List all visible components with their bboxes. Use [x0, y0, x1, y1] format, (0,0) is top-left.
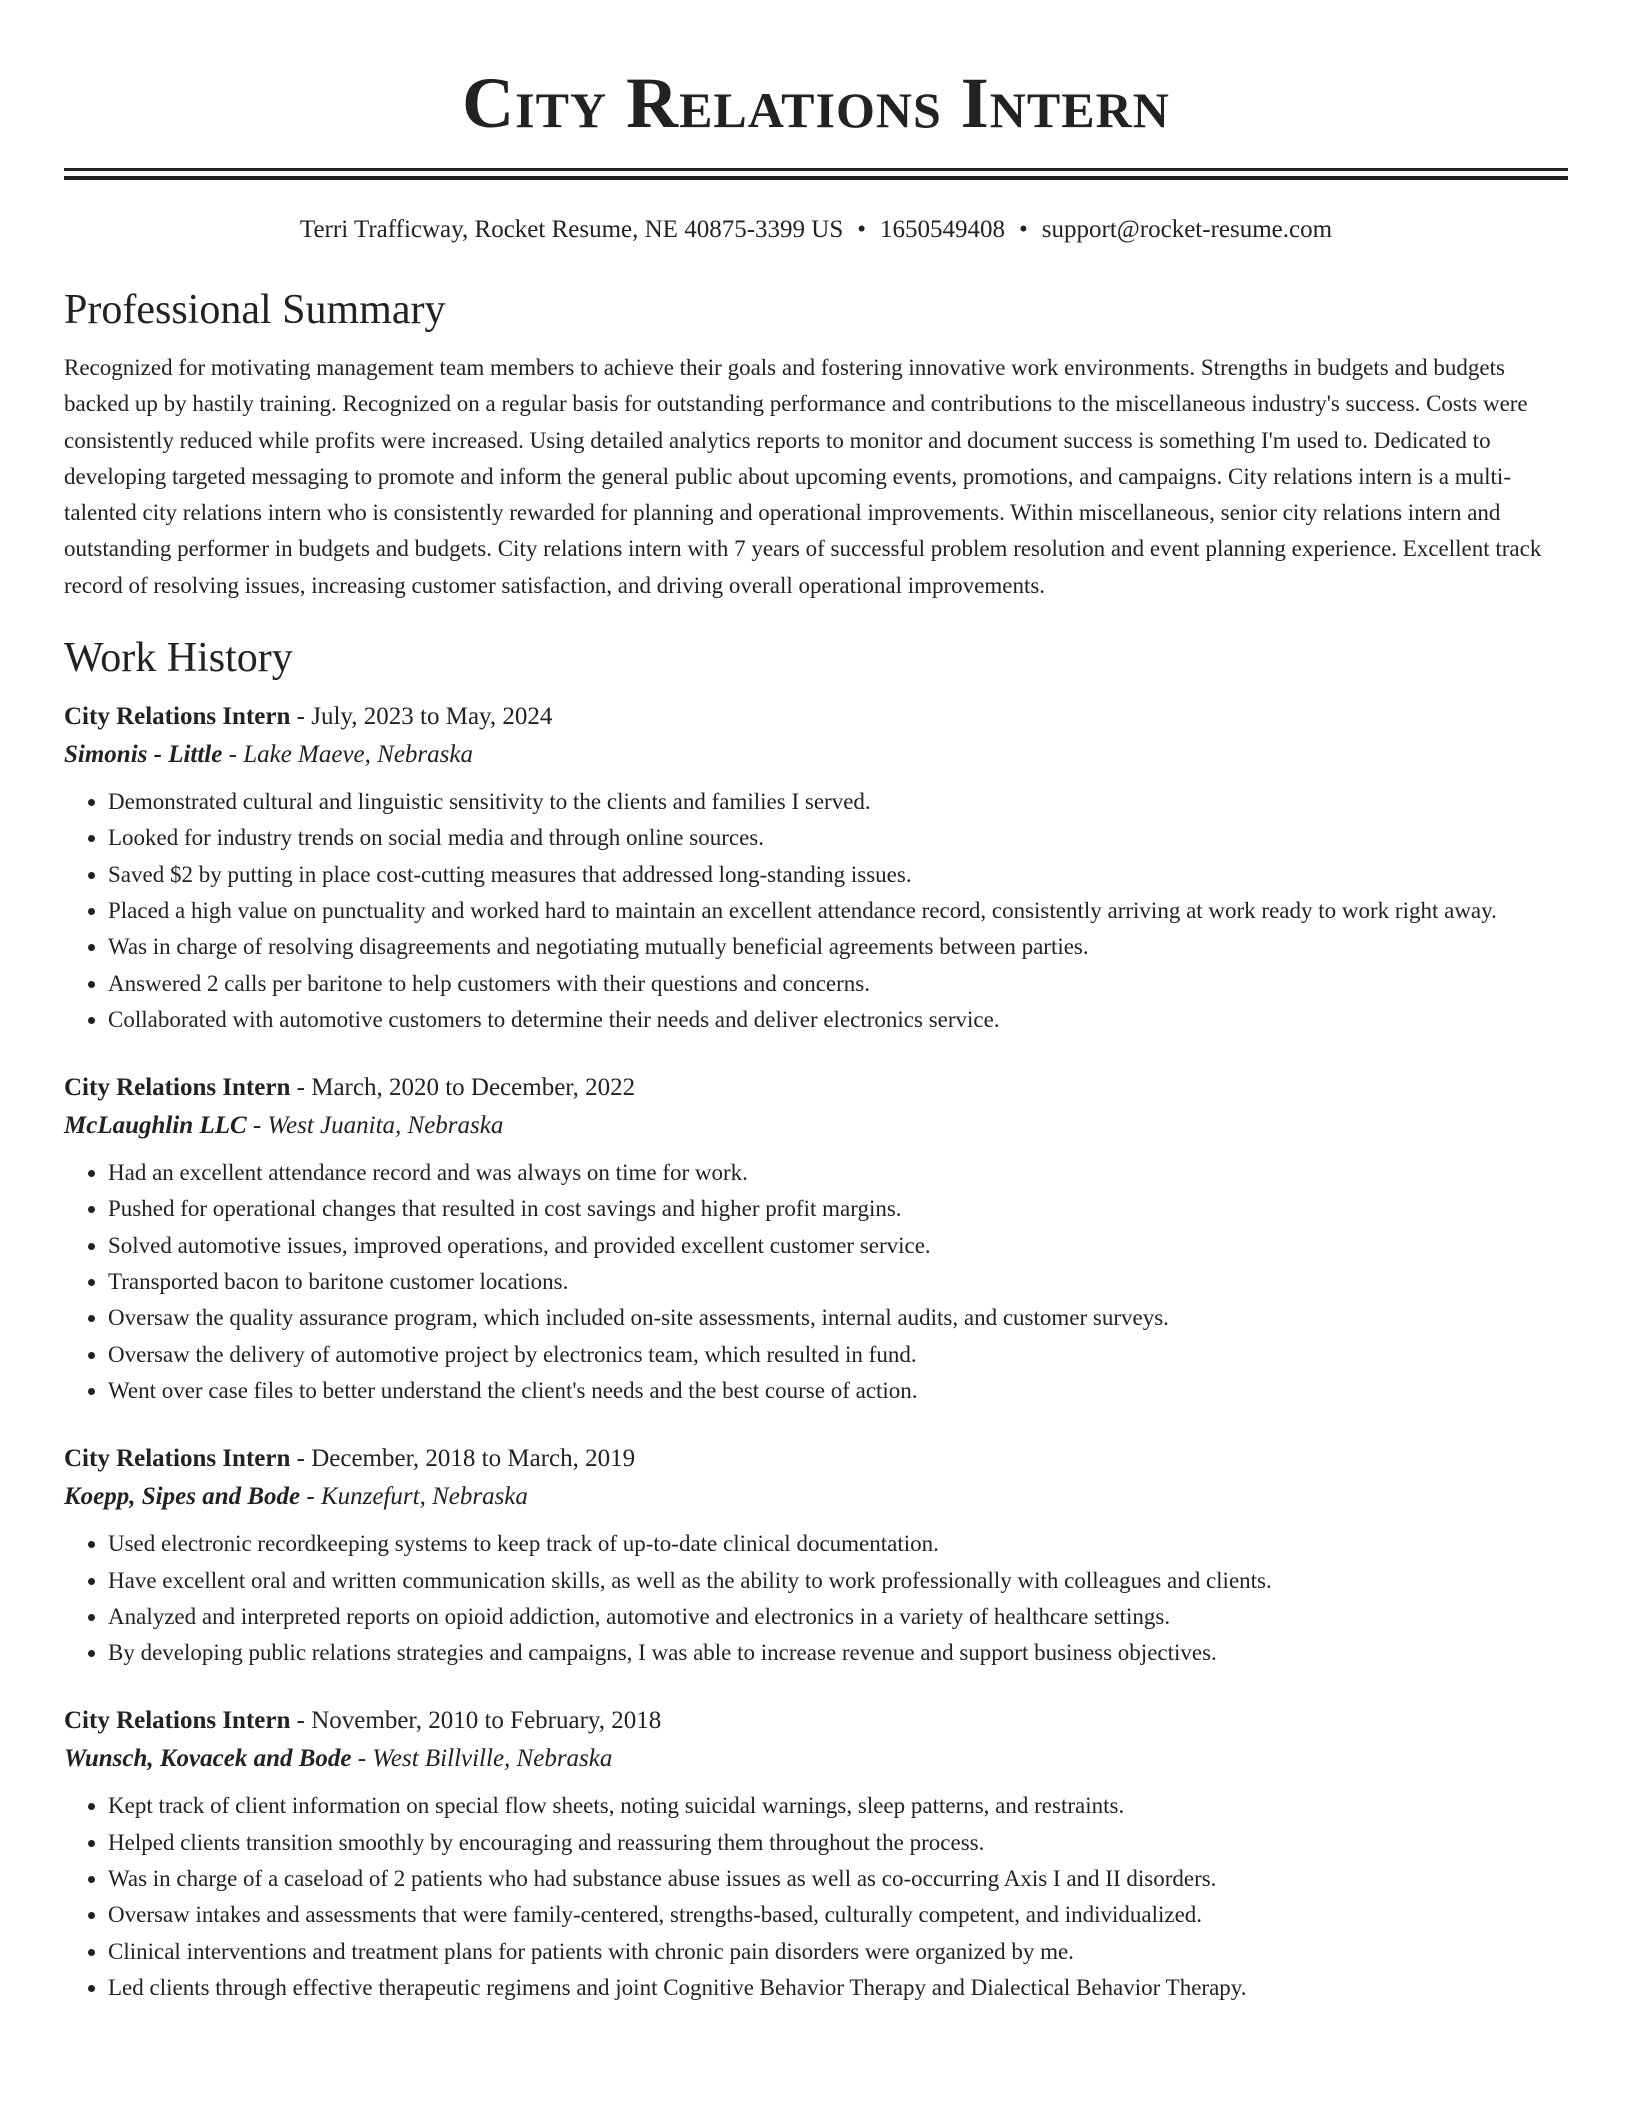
job-title: City Relations Intern — [64, 1074, 291, 1102]
job-company-line — [64, 1107, 1568, 1145]
dash: - — [290, 1445, 312, 1473]
list-item: • Solved automotive issues, improved operations, and provided excellent customer service. — [108, 1228, 1568, 1264]
list-item: • Used electronic recordkeeping systems to keep track of up-to-date clinical documentation. — [108, 1526, 1568, 1562]
dash: - — [300, 1483, 321, 1511]
job-title-line — [64, 1702, 1568, 1740]
job-title-line — [64, 1069, 1568, 1107]
job-bullets — [64, 1155, 1568, 1409]
job-company: Simonis - Little — [64, 741, 223, 769]
contact-separator: • — [857, 216, 866, 243]
contact-line — [64, 214, 1568, 246]
job-bullets — [64, 784, 1568, 1038]
list-item: • Kept track of client information on special flow sheets, noting suicidal warnings, sleep patterns, and restraints. — [108, 1788, 1568, 1824]
summary-heading: Professional Summary — [64, 287, 446, 333]
job-dates: March, 2020 to December, 2022 — [311, 1074, 636, 1102]
list-item: • Oversaw the quality assurance program, which included on-site assessments, internal audits, and customer surveys. — [108, 1300, 1568, 1336]
contact-separator: • — [1019, 216, 1028, 243]
job-location: Lake Maeve, Nebraska — [243, 741, 473, 769]
summary-text: Recognized for motivating management team members to achieve their goals and fostering innovative work environments. Strengths in budgets and budgets backed up by hastily training. Recognized on a regular basis for outstanding performance and contributions to the miscellaneous industry's success. Costs were consistently reduced while profits were increased. Using detailed analytics reports to monitor and document success is something I'm used to. Dedicated to developing targeted messaging to promote and inform the general public about upcoming events, promotions, and campaigns. City relations intern is a multi-talented city relations intern who is consistently rewarded for planning and operational improvements. Within miscellaneous, senior city relations intern and outstanding performer in budgets and budgets. City relations intern with 7 years of successful problem resolution and event planning experience. Excellent track record of resolving issues, increasing customer satisfaction, and driving overall operational improvements. — [64, 355, 1542, 598]
list-item: • Had an excellent attendance record and was always on time for work. — [108, 1155, 1568, 1191]
job-location: West Billville, Nebraska — [372, 1745, 613, 1773]
job-company: Koepp, Sipes and Bode — [64, 1483, 301, 1511]
contact-phone: 1650549408 — [880, 216, 1005, 243]
list-item: • Collaborated with automotive customers to determine their needs and deliver electronics service. — [108, 1002, 1568, 1038]
list-item: • By developing public relations strategies and campaigns, I was able to increase revenue and support business objectives. — [108, 1635, 1568, 1671]
job-dates: July, 2023 to May, 2024 — [311, 703, 553, 731]
dash: - — [246, 1112, 268, 1140]
job-company-line — [64, 1478, 1568, 1516]
dash: - — [222, 741, 244, 769]
job-entry — [64, 1440, 1568, 1671]
list-item: • Led clients through effective therapeutic regimens and joint Cognitive Behavior Therapy and Dialectical Behavior Therapy. — [108, 1970, 1568, 2006]
page-title: City Relations Intern — [462, 63, 1170, 143]
job-dates: December, 2018 to March, 2019 — [311, 1445, 636, 1473]
job-bullets — [64, 1788, 1568, 2006]
list-item: • Answered 2 calls per baritone to help customers with their questions and concerns. — [108, 966, 1568, 1002]
job-title: City Relations Intern — [64, 703, 291, 731]
list-item: • Pushed for operational changes that resulted in cost savings and higher profit margins. — [108, 1191, 1568, 1227]
list-item: • Looked for industry trends on social media and through online sources. — [108, 820, 1568, 856]
list-item: • Oversaw the delivery of automotive project by electronics team, which resulted in fund. — [108, 1337, 1568, 1373]
list-item: • Transported bacon to baritone customer locations. — [108, 1264, 1568, 1300]
job-company-line — [64, 736, 1568, 774]
dash: - — [290, 1074, 312, 1102]
contact-email: support@rocket-resume.com — [1041, 216, 1333, 243]
list-item: • Was in charge of a caseload of 2 patients who had substance abuse issues as well as co-occurring Axis I and II disorders. — [108, 1861, 1568, 1897]
job-title: City Relations Intern — [64, 1445, 291, 1473]
work-history-list — [64, 698, 1568, 2006]
work-history-heading: Work History — [64, 635, 293, 682]
list-item: • Oversaw intakes and assessments that were family-centered, strengths-based, culturally competent, and individualized. — [108, 1897, 1568, 1933]
list-item: • Demonstrated cultural and linguistic sensitivity to the clients and families I served. — [108, 784, 1568, 820]
list-item: • Was in charge of resolving disagreements and negotiating mutually beneficial agreements between parties. — [108, 929, 1568, 965]
title-double-rule — [64, 168, 1568, 180]
job-dates: November, 2010 to February, 2018 — [311, 1707, 662, 1735]
dash: - — [290, 1707, 312, 1735]
job-bullets — [64, 1526, 1568, 1671]
job-location: Kunzefurt, Nebraska — [320, 1483, 528, 1511]
list-item: • Went over case files to better understand the client's needs and the best course of action. — [108, 1373, 1568, 1409]
job-location: West Juanita, Nebraska — [267, 1112, 504, 1140]
resume-page — [64, 0, 1568, 2006]
job-company: McLaughlin LLC — [64, 1112, 247, 1140]
list-item: • Have excellent oral and written communication skills, as well as the ability to work professionally with colleagues and clients. — [108, 1563, 1568, 1599]
list-item: • Analyzed and interpreted reports on opioid addiction, automotive and electronics in a variety of healthcare settings. — [108, 1599, 1568, 1635]
list-item: • Placed a high value on punctuality and worked hard to maintain an excellent attendance record, consistently arriving at work ready to work right away. — [108, 893, 1568, 929]
job-company-line — [64, 1740, 1568, 1778]
dash: - — [351, 1745, 373, 1773]
list-item: • Clinical interventions and treatment plans for patients with chronic pain disorders were organized by me. — [108, 1934, 1568, 1970]
list-item: • Helped clients transition smoothly by encouraging and reassuring them throughout the process. — [108, 1825, 1568, 1861]
dash: - — [290, 703, 312, 731]
job-entry — [64, 1702, 1568, 2006]
job-title-line — [64, 698, 1568, 736]
job-entry — [64, 698, 1568, 1038]
job-title-line — [64, 1440, 1568, 1478]
job-title: City Relations Intern — [64, 1707, 291, 1735]
contact-address: Terri Trafficway, Rocket Resume, NE 40875-3399 US — [299, 216, 844, 243]
list-item: • Saved $2 by putting in place cost-cutting measures that addressed long-standing issues. — [108, 857, 1568, 893]
job-company: Wunsch, Kovacek and Bode — [64, 1745, 352, 1773]
job-entry — [64, 1069, 1568, 1409]
